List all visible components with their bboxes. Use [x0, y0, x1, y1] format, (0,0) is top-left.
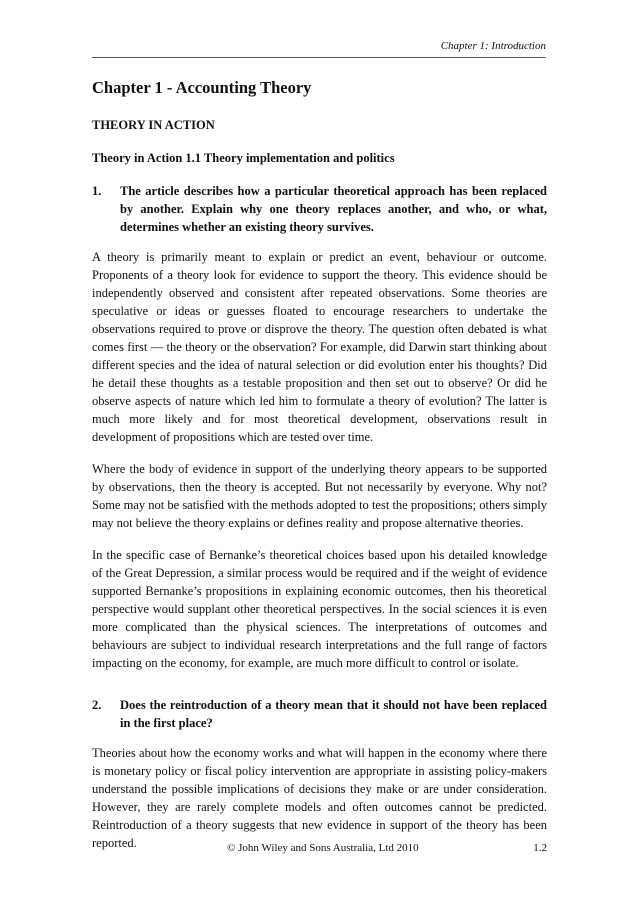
question-text: The article describes how a particular theoretical approach has been replaced by another. Explain why one theory replaces another, and who, or what, determines whether an existing theory survives. [120, 184, 547, 234]
chapter-title: Chapter 1 - Accounting Theory [92, 78, 312, 97]
footer-page-number: 1.2 [533, 842, 547, 854]
running-header: Chapter 1: Introduction [440, 40, 546, 52]
page-content [92, 78, 547, 866]
answer-paragraph: In the specific case of Bernanke’s theoretical choices based upon his detailed knowledge of the Great Depression, a similar process would be required and if the weight of evidence supported Bernanke’s propositions in explaining economic outcomes, then his theoretical perspective would supplant other theoretical perspectives. In the social sciences it is even more complicated than the physical sciences. The interpretations of outcomes and behaviours are subject to individual research interpretations and the full range of factors impacting on the economy, for example, are much more difficult to control or isolate. [92, 548, 547, 670]
subsection-title: Theory in Action 1.1 Theory implementation and politics [92, 151, 395, 165]
answer-paragraph: Where the body of evidence in support of the underlying theory appears to be supported by observations, then the theory is accepted. But not necessarily by everyone. Why not? Some may not be satisfied with the methods adopted to test the propositions; others simply may not believe the theory explains or defines reality and propose alternative theories. [92, 462, 547, 530]
question-2 [92, 696, 547, 732]
question-number: 1. [92, 184, 102, 198]
answer-paragraph: A theory is primarily meant to explain or predict an event, behaviour or outcome. Proponents of a theory look for evidence to support the theory. This evidence should be independently observed and consistent after repeated observations. Some theories are speculative or ideas or guesses floated to encourage researchers to undertake the observations required to prove or disprove the theory. The question often debated is what comes first — the theory or the observation? For example, did Darwin start thinking about different species and the idea of natural selection or did evolution enter his thoughts? Did he detail these thoughts as a testable proposition and then set out to observe? Or did he observe aspects of nature which led him to formulate a theory of evolution? The latter is much more likely and for most theoretical development, observations result in development of propositions which are tested over time. [92, 250, 547, 444]
section-title: THEORY IN ACTION [92, 118, 215, 132]
question-number: 2. [92, 698, 102, 712]
spacer [92, 686, 547, 696]
answer-paragraph: Theories about how the economy works and what will happen in the economy where there is monetary policy or fiscal policy intervention are appropriate in assisting policy-makers understand the possible implications of decisions they make or are under consideration. However, they are rarely complete models and often outcomes cannot be predicted. Reintroduction of a theory suggests that new evidence in support of the theory has been reported. [92, 746, 547, 850]
question-1 [92, 182, 547, 236]
footer-copyright: © John Wiley and Sons Australia, Ltd 2010 [227, 842, 419, 854]
header-rule [92, 57, 546, 58]
question-text: Does the reintroduction of a theory mean that it should not have been replaced in the first place? [120, 698, 547, 730]
